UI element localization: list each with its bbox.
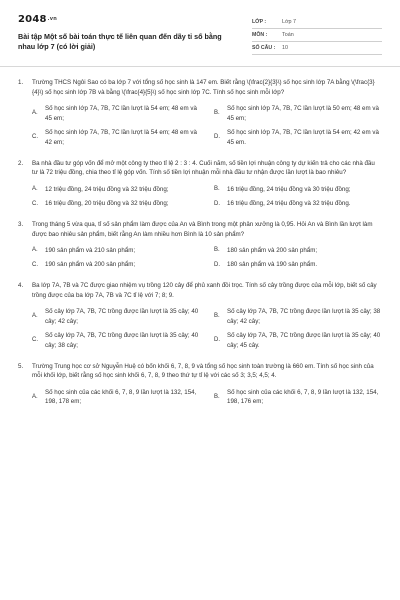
option-letter: D. bbox=[214, 337, 220, 344]
option-letter: A. bbox=[32, 186, 38, 193]
question-body: Ba lớp 7A, 7B và 7C được giao nhiệm vụ trồng 120 cây để phủ xanh đồi trọc. Tính số cây trồng được của mỗi lớp, biết số cây trồng được của ba lớp 7A, 7B và 7C tỉ lệ với 7; 8; 9. bbox=[32, 281, 377, 299]
option-text: 180 sản phẩm và 200 sản phẩm; bbox=[227, 246, 318, 254]
question-5 bbox=[18, 362, 382, 407]
question-text bbox=[18, 281, 382, 300]
question-text bbox=[18, 78, 382, 97]
option-a[interactable] bbox=[32, 246, 200, 255]
header-divider bbox=[0, 66, 400, 67]
question-3 bbox=[18, 220, 382, 270]
option-text: 16 triệu đồng, 24 triệu đồng và 30 triệu đồng; bbox=[227, 185, 351, 193]
option-c[interactable] bbox=[32, 331, 200, 350]
document-title: Bài tập Một số bài toán thực tế liên quan đến dãy tỉ số bằng nhau lớp 7 (có lời giải) bbox=[18, 31, 222, 51]
question-number: 5. bbox=[18, 362, 24, 370]
question-number: 3. bbox=[18, 221, 24, 229]
question-body: Ba nhà đầu tư góp vốn để mở một công ty theo tỉ lệ 2 : 3 : 4. Cuối năm, số tiền lợi nhuận công ty dự kiến trả cho các nhà đầu tư là 72 triệu đồng, chia theo tỉ lệ góp vốn. Tính số tiền lợi nhuận mỗi nhà đầu tư nhận được lần lượt là bao nhiêu? bbox=[32, 159, 375, 177]
page-header bbox=[18, 0, 382, 66]
option-text: Số học sinh lớp 7A, 7B, 7C lần lượt là 54 em; 48 em và 45 em; bbox=[45, 105, 197, 122]
answer-options bbox=[18, 185, 382, 209]
question-text bbox=[18, 362, 382, 381]
question-text bbox=[18, 220, 382, 239]
option-letter: A. bbox=[32, 110, 38, 117]
option-d[interactable] bbox=[214, 199, 382, 209]
option-text: Số cây lớp 7A, 7B, 7C trồng được lần lượt là 35 cây; 40 cây; 42 cây; bbox=[45, 308, 199, 325]
option-b[interactable] bbox=[214, 246, 382, 255]
option-text: 16 triệu đồng, 20 triệu đồng và 32 triệu đồng; bbox=[45, 200, 169, 208]
option-a[interactable] bbox=[32, 104, 200, 123]
option-text: 12 triệu đồng, 24 triệu đồng và 32 triệu đồng; bbox=[45, 185, 169, 193]
site-logo[interactable] bbox=[18, 12, 223, 28]
option-letter: C. bbox=[32, 200, 38, 207]
option-letter: B. bbox=[214, 393, 220, 400]
option-text: 190 sản phẩm và 210 sản phẩm; bbox=[45, 246, 136, 254]
question-number: 4. bbox=[18, 281, 24, 289]
option-c[interactable] bbox=[32, 128, 200, 147]
answer-options bbox=[18, 307, 382, 350]
option-text: 180 sản phẩm và 190 sản phẩm. bbox=[227, 260, 318, 268]
option-b[interactable] bbox=[214, 104, 382, 123]
option-letter: B. bbox=[214, 313, 220, 320]
option-d[interactable] bbox=[214, 128, 382, 147]
meta-value: Lớp 7 bbox=[282, 18, 297, 25]
question-text bbox=[18, 159, 382, 178]
meta-row-subject bbox=[252, 29, 382, 42]
question-4 bbox=[18, 281, 382, 351]
option-b[interactable] bbox=[214, 307, 382, 326]
option-text: Số học sinh của các khối 6, 7, 8, 9 lần lượt là 132, 154, 198, 176 em; bbox=[227, 388, 379, 406]
option-letter: D. bbox=[214, 134, 220, 141]
logo-text: 2048 bbox=[18, 14, 47, 25]
option-text: Số cây lớp 7A, 7B, 7C trồng được lần lượt là 35 cây; 38 cây; 42 cây; bbox=[227, 308, 381, 325]
meta-row-count bbox=[252, 42, 382, 55]
option-c[interactable] bbox=[32, 199, 200, 209]
option-b[interactable] bbox=[214, 388, 382, 407]
option-text: Số học sinh lớp 7A, 7B, 7C lần lượt là 54 em; 48 em và 42 em; bbox=[45, 129, 197, 147]
option-letter: D. bbox=[214, 261, 220, 268]
answer-options bbox=[18, 246, 382, 270]
option-a[interactable] bbox=[32, 307, 200, 326]
option-letter: C. bbox=[32, 261, 38, 268]
option-text: Số cây lớp 7A, 7B, 7C trồng được lần lượt là 35 cây; 40 cây; 38 cây; bbox=[45, 332, 199, 349]
option-text: 16 triệu đồng, 24 triệu đồng và 32 triệu đồng. bbox=[227, 200, 351, 208]
question-body: Trường THCS Ngôi Sao có ba lớp 7 với tổng số học sinh là 147 em. Biết rằng \(\frac{2}{3}\) số học sinh lớp 7A bằng \(\frac{3}{4}\) số học sinh lớp 7B và bằng \(\frac{4}{5}\) số học sinh lớp 7C. Tính số học sinh mỗi lớp? bbox=[32, 79, 375, 96]
question-2 bbox=[18, 159, 382, 209]
option-text: Số cây lớp 7A, 7B, 7C trồng được lần lượt là 35 cây; 40 cây; 45 cây. bbox=[227, 332, 381, 349]
option-letter: B. bbox=[214, 110, 220, 117]
meta-value: 10 bbox=[282, 44, 288, 51]
option-text: Số học sinh lớp 7A, 7B, 7C lần lượt là 54 em; 42 em và 45 em. bbox=[227, 129, 379, 147]
meta-label: LỚP : bbox=[252, 18, 267, 25]
logo-tld: .vn bbox=[47, 16, 57, 22]
question-number: 2. bbox=[18, 159, 24, 167]
meta-value: Toán bbox=[282, 31, 294, 38]
option-d[interactable] bbox=[214, 331, 382, 350]
meta-label: SỐ CÂU : bbox=[252, 44, 276, 51]
option-d[interactable] bbox=[214, 261, 382, 270]
option-letter: A. bbox=[32, 393, 38, 400]
meta-row-class bbox=[252, 16, 382, 29]
answer-options bbox=[18, 388, 382, 407]
option-text: 190 sản phẩm và 200 sản phẩm; bbox=[45, 260, 136, 268]
option-b[interactable] bbox=[214, 185, 382, 195]
meta-info bbox=[252, 16, 382, 66]
option-text: Số học sinh lớp 7A, 7B, 7C lần lượt là 50 em; 48 em và 45 em; bbox=[227, 105, 379, 122]
option-letter: C. bbox=[32, 337, 38, 344]
option-c[interactable] bbox=[32, 261, 200, 270]
question-number: 1. bbox=[18, 79, 24, 86]
answer-options bbox=[18, 104, 382, 147]
option-a[interactable] bbox=[32, 185, 200, 195]
option-letter: A. bbox=[32, 313, 38, 320]
option-letter: D. bbox=[214, 200, 220, 207]
question-body: Trường Trung học cơ sở Nguyễn Huệ có bốn khối 6, 7, 8, 9 và tổng số học sinh toàn trường là 660 em. Tính số học sinh của mỗi khối lớp, biết rằng số học sinh khối 6, 7, 8, 9 theo thứ tự tỉ lệ với các số 3; 3,5; 4,5; 4. bbox=[32, 362, 374, 380]
option-a[interactable] bbox=[32, 388, 200, 407]
question-body: Trong tháng 5 vừa qua, tỉ số sản phẩm làm được của An và Bình trong một phân xưởng là 0,95. Hỏi An và Bình lần lượt làm được bao nhiêu sản phẩm, biết rằng An làm nhiều hơn Bình là 10 sản phẩm? bbox=[32, 221, 373, 238]
header-left bbox=[18, 12, 223, 66]
option-letter: A. bbox=[32, 247, 38, 254]
meta-label: MÔN : bbox=[252, 31, 268, 38]
option-letter: B. bbox=[214, 186, 220, 193]
question-1 bbox=[18, 78, 382, 148]
option-letter: B. bbox=[214, 247, 220, 254]
option-letter: C. bbox=[32, 134, 38, 141]
option-text: Số học sinh của các khối 6, 7, 8, 9 lần lượt là 132, 154, 198, 178 em; bbox=[45, 388, 197, 406]
